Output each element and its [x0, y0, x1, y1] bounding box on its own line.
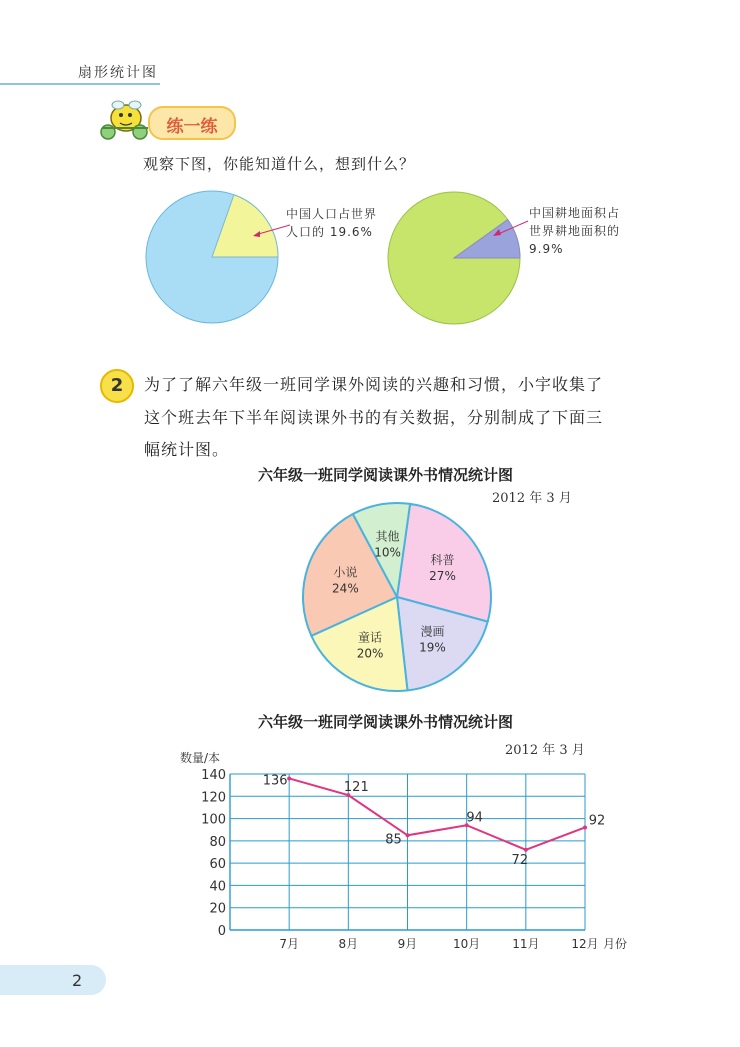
problem-text-line3: 幅统计图。 [144, 440, 230, 459]
x-tick-label-5: 12月 [571, 937, 599, 951]
y-tick-label-2: 40 [209, 879, 226, 895]
page-number: 2 [72, 971, 83, 990]
line-chart-date: 2012 年 3 月 [505, 743, 585, 758]
data-label-0: 136 [262, 773, 288, 789]
data-label-2: 85 [385, 832, 402, 848]
data-label-1: 121 [343, 780, 369, 796]
line-series [289, 778, 585, 849]
reading-category-pie-chart [298, 498, 496, 696]
header-divider [0, 83, 160, 85]
pie-slice-value-0: 27% [429, 568, 456, 583]
pie-slice-value-1: 19% [419, 640, 446, 655]
practice-badge [148, 106, 236, 140]
pie-slice-label-4: 其他 [375, 529, 400, 544]
line-point-0 [287, 776, 291, 780]
line-point-5 [583, 825, 587, 829]
y-tick-label-7: 140 [201, 768, 226, 783]
x-tick-label-4: 11月 [512, 937, 540, 951]
pie-slice-label-3: 小说 [333, 565, 358, 580]
population-annotation-line1: 中国人口占世界 [286, 207, 378, 221]
farmland-annotation-line2: 世界耕地面积的 [529, 224, 621, 238]
pie-chart-date: 2012 年 3 月 [492, 491, 572, 506]
data-label-5: 92 [588, 813, 606, 829]
y-tick-label-0: 0 [217, 924, 226, 939]
y-tick-label-6: 120 [201, 790, 226, 806]
monthly-reading-line-chart [170, 745, 628, 955]
pie-slice-label-2: 童话 [358, 630, 383, 645]
practice-label: 练一练 [166, 117, 218, 137]
x-tick-label-0: 7月 [279, 937, 299, 951]
section-title: 扇形统计图 [78, 65, 158, 81]
problem-text-line1: 为了了解六年级一班同学课外阅读的兴趣和习惯，小宇收集了 [144, 375, 604, 394]
line-point-2 [406, 833, 410, 837]
x-axis-label: 月份 [602, 937, 628, 951]
farmland-annotation-line3: 9.9% [529, 242, 564, 256]
bee-mascot-icon [96, 98, 152, 140]
x-tick-label-1: 8月 [338, 937, 359, 951]
line-point-4 [524, 848, 528, 852]
pie-slice-value-4: 10% [374, 545, 401, 560]
population-pie-chart [140, 190, 290, 330]
farmland-annotation-line1: 中国耕地面积占 [529, 206, 621, 220]
data-label-3: 94 [466, 810, 483, 826]
pie-slice-label-0: 科普 [430, 552, 455, 567]
y-tick-label-3: 60 [209, 857, 226, 873]
y-tick-label-5: 100 [201, 812, 226, 828]
line-chart-title: 六年级一班同学阅读课外书情况统计图 [258, 713, 514, 731]
page-number-tab [0, 965, 106, 995]
practice-prompt: 观察下图，你能知道什么，想到什么？ [143, 155, 416, 173]
problem-number-badge [100, 369, 134, 403]
y-axis-label: 数量/本 [180, 751, 221, 765]
farmland-pie-chart [380, 188, 530, 328]
problem-text-line2: 这个班去年下半年阅读课外书的有关数据，分别制成了下面三 [144, 408, 604, 427]
y-tick-label-1: 20 [209, 901, 226, 917]
y-tick-label-4: 80 [209, 834, 226, 850]
pie-chart-title: 六年级一班同学阅读课外书情况统计图 [258, 466, 514, 484]
population-annotation-line2: 人口的 19.6% [286, 225, 373, 239]
pie-slice-value-2: 20% [356, 646, 384, 661]
data-label-4: 72 [511, 852, 529, 868]
x-tick-label-2: 9月 [397, 937, 418, 951]
problem-number: 2 [110, 375, 124, 396]
farmland-arrow-icon [488, 218, 532, 240]
x-tick-label-3: 10月 [453, 937, 481, 951]
pie-slice-value-3: 24% [332, 581, 359, 596]
pie-slice-label-1: 漫画 [420, 624, 445, 639]
